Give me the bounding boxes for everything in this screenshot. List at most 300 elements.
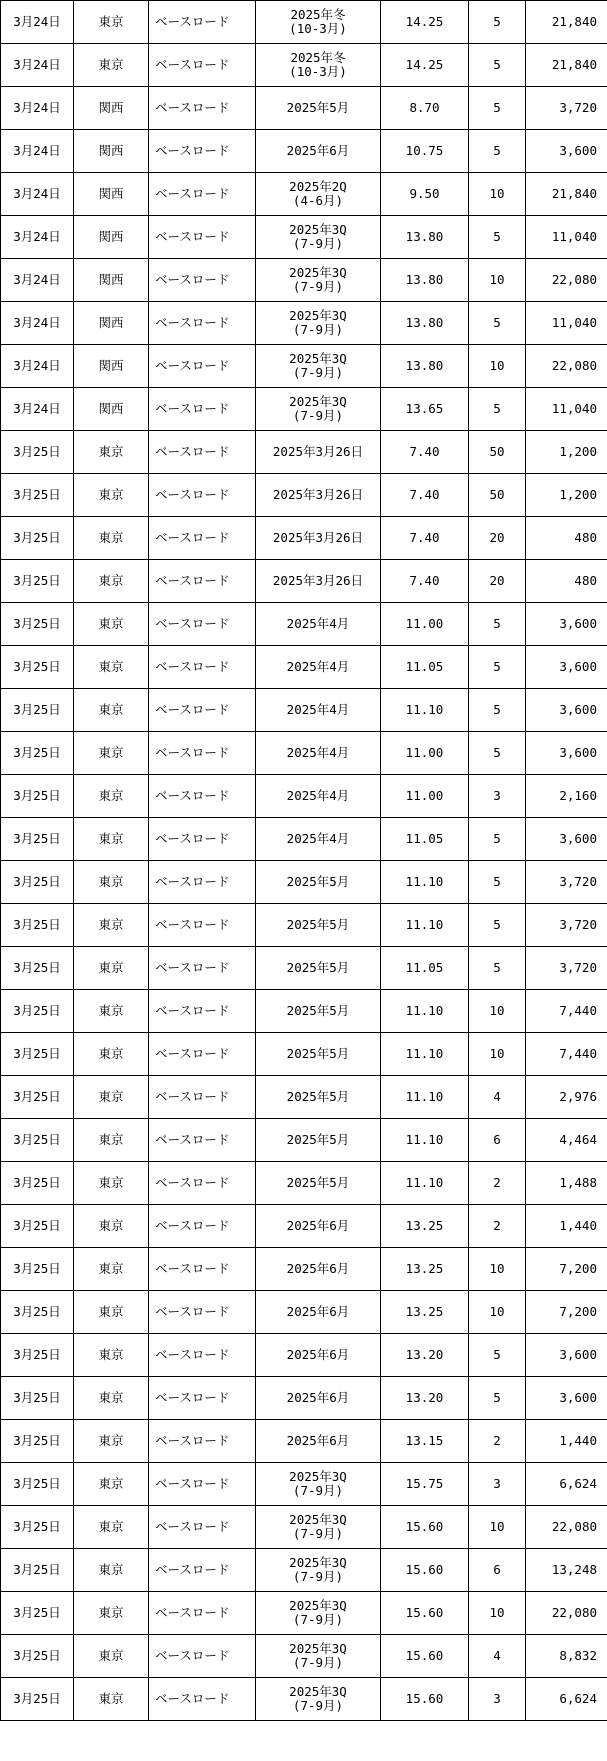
- cell-price: 9.50: [381, 173, 469, 216]
- period-line: 2025年6月: [286, 1261, 350, 1276]
- period-line: 2025年4月: [286, 659, 350, 674]
- period-line: 2025年3月26日: [272, 487, 364, 502]
- cell-product-type: ベースロード: [149, 947, 256, 990]
- cell-trade-date: 3月25日: [1, 1291, 74, 1334]
- cell-product-type: ベースロード: [149, 732, 256, 775]
- cell-quantity: 20: [469, 517, 526, 560]
- cell-delivery-period: [256, 474, 381, 517]
- cell-volume: 13,248: [526, 1549, 607, 1592]
- cell-quantity: 20: [469, 560, 526, 603]
- cell-product-type: ベースロード: [149, 1635, 256, 1678]
- period-line: 2025年6月: [286, 1347, 350, 1362]
- cell-trade-date: 3月25日: [1, 1119, 74, 1162]
- cell-price: 11.10: [381, 1033, 469, 1076]
- cell-trade-date: 3月24日: [1, 173, 74, 216]
- period-line: (10-3月): [289, 21, 347, 36]
- cell-product-type: ベースロード: [149, 87, 256, 130]
- period-line: 2025年6月: [286, 1390, 350, 1405]
- table-row: [1, 1076, 607, 1119]
- cell-product-type: ベースロード: [149, 259, 256, 302]
- period-line: (7-9月): [292, 1698, 344, 1713]
- cell-area: 関西: [74, 259, 149, 302]
- cell-volume: 8,832: [526, 1635, 607, 1678]
- period-line: 2025年4月: [286, 831, 350, 846]
- cell-price: 7.40: [381, 560, 469, 603]
- cell-quantity: 10: [469, 1506, 526, 1549]
- period-line: 2025年3Q: [289, 1684, 347, 1699]
- cell-price: 13.80: [381, 259, 469, 302]
- table-row: [1, 1205, 607, 1248]
- period-line: 2025年3Q: [289, 265, 347, 280]
- cell-trade-date: 3月25日: [1, 818, 74, 861]
- cell-delivery-period: [256, 1678, 381, 1721]
- cell-area: 東京: [74, 1076, 149, 1119]
- cell-delivery-period: [256, 259, 381, 302]
- table-row: [1, 517, 607, 560]
- cell-area: 東京: [74, 1334, 149, 1377]
- cell-price: 8.70: [381, 87, 469, 130]
- table-row: [1, 1420, 607, 1463]
- cell-delivery-period: [256, 1291, 381, 1334]
- cell-trade-date: 3月25日: [1, 1506, 74, 1549]
- table-row: [1, 689, 607, 732]
- cell-volume: 1,488: [526, 1162, 607, 1205]
- cell-trade-date: 3月25日: [1, 431, 74, 474]
- cell-area: 東京: [74, 861, 149, 904]
- period-line: (7-9月): [292, 236, 344, 251]
- cell-volume: 11,040: [526, 302, 607, 345]
- cell-area: 東京: [74, 1248, 149, 1291]
- period-line: 2025年4月: [286, 702, 350, 717]
- table-row: [1, 345, 607, 388]
- period-line: 2025年冬: [290, 7, 346, 22]
- cell-trade-date: 3月25日: [1, 1463, 74, 1506]
- table-row: [1, 818, 607, 861]
- cell-product-type: ベースロード: [149, 1463, 256, 1506]
- cell-volume: 2,976: [526, 1076, 607, 1119]
- table-row: [1, 87, 607, 130]
- cell-product-type: ベースロード: [149, 216, 256, 259]
- cell-delivery-period: [256, 1549, 381, 1592]
- cell-product-type: ベースロード: [149, 1678, 256, 1721]
- table-row: [1, 1033, 607, 1076]
- cell-delivery-period: [256, 1463, 381, 1506]
- cell-quantity: 10: [469, 990, 526, 1033]
- cell-volume: 22,080: [526, 1506, 607, 1549]
- period-line: 2025年6月: [286, 1433, 350, 1448]
- cell-price: 14.25: [381, 1, 469, 44]
- cell-price: 13.25: [381, 1291, 469, 1334]
- cell-delivery-period: [256, 689, 381, 732]
- cell-volume: 22,080: [526, 1592, 607, 1635]
- cell-volume: 1,200: [526, 431, 607, 474]
- cell-product-type: ベースロード: [149, 775, 256, 818]
- cell-area: 関西: [74, 388, 149, 431]
- cell-product-type: ベースロード: [149, 646, 256, 689]
- cell-product-type: ベースロード: [149, 1506, 256, 1549]
- cell-area: 東京: [74, 990, 149, 1033]
- cell-volume: 1,440: [526, 1420, 607, 1463]
- table-row: [1, 1248, 607, 1291]
- cell-volume: 7,440: [526, 1033, 607, 1076]
- cell-product-type: ベースロード: [149, 1076, 256, 1119]
- table-row: [1, 990, 607, 1033]
- cell-quantity: 2: [469, 1205, 526, 1248]
- cell-volume: 480: [526, 517, 607, 560]
- cell-delivery-period: [256, 1506, 381, 1549]
- cell-area: 東京: [74, 1420, 149, 1463]
- cell-area: 東京: [74, 1592, 149, 1635]
- cell-price: 13.20: [381, 1377, 469, 1420]
- cell-price: 15.60: [381, 1549, 469, 1592]
- cell-area: 東京: [74, 732, 149, 775]
- cell-trade-date: 3月25日: [1, 732, 74, 775]
- cell-price: 13.15: [381, 1420, 469, 1463]
- cell-trade-date: 3月25日: [1, 1248, 74, 1291]
- cell-quantity: 5: [469, 646, 526, 689]
- cell-trade-date: 3月25日: [1, 474, 74, 517]
- cell-product-type: ベースロード: [149, 1, 256, 44]
- cell-area: 関西: [74, 130, 149, 173]
- cell-trade-date: 3月25日: [1, 560, 74, 603]
- period-line: 2025年3Q: [289, 351, 347, 366]
- cell-area: 東京: [74, 1463, 149, 1506]
- period-line: 2025年3Q: [289, 394, 347, 409]
- cell-trade-date: 3月25日: [1, 861, 74, 904]
- cell-trade-date: 3月24日: [1, 345, 74, 388]
- period-line: (7-9月): [292, 279, 344, 294]
- cell-volume: 4,464: [526, 1119, 607, 1162]
- cell-delivery-period: [256, 1248, 381, 1291]
- cell-quantity: 5: [469, 87, 526, 130]
- period-line: 2025年5月: [286, 1003, 350, 1018]
- cell-price: 13.80: [381, 302, 469, 345]
- cell-delivery-period: [256, 1119, 381, 1162]
- cell-trade-date: 3月25日: [1, 1033, 74, 1076]
- period-line: 2025年3Q: [289, 1598, 347, 1613]
- cell-price: 13.25: [381, 1205, 469, 1248]
- period-line: 2025年2Q: [289, 179, 347, 194]
- cell-trade-date: 3月25日: [1, 775, 74, 818]
- period-line: 2025年3Q: [289, 1641, 347, 1656]
- period-line: (7-9月): [292, 365, 344, 380]
- cell-area: 東京: [74, 517, 149, 560]
- cell-volume: 3,720: [526, 947, 607, 990]
- cell-volume: 7,440: [526, 990, 607, 1033]
- cell-quantity: 5: [469, 603, 526, 646]
- period-line: 2025年3Q: [289, 308, 347, 323]
- cell-volume: 11,040: [526, 216, 607, 259]
- cell-quantity: 5: [469, 1, 526, 44]
- cell-quantity: 5: [469, 904, 526, 947]
- cell-trade-date: 3月25日: [1, 1635, 74, 1678]
- period-line: 2025年5月: [286, 1046, 350, 1061]
- cell-price: 13.80: [381, 216, 469, 259]
- table-row: [1, 646, 607, 689]
- table-row: [1, 861, 607, 904]
- cell-quantity: 5: [469, 1334, 526, 1377]
- cell-volume: 3,600: [526, 603, 607, 646]
- cell-quantity: 5: [469, 689, 526, 732]
- cell-trade-date: 3月24日: [1, 259, 74, 302]
- cell-area: 東京: [74, 1, 149, 44]
- cell-volume: 21,840: [526, 44, 607, 87]
- cell-quantity: 10: [469, 259, 526, 302]
- table-row: [1, 1, 607, 44]
- cell-trade-date: 3月24日: [1, 44, 74, 87]
- cell-quantity: 5: [469, 947, 526, 990]
- cell-trade-date: 3月25日: [1, 904, 74, 947]
- cell-delivery-period: [256, 345, 381, 388]
- cell-area: 東京: [74, 1678, 149, 1721]
- period-line: (7-9月): [292, 1612, 344, 1627]
- cell-delivery-period: [256, 1076, 381, 1119]
- cell-product-type: ベースロード: [149, 1033, 256, 1076]
- cell-product-type: ベースロード: [149, 861, 256, 904]
- cell-price: 15.75: [381, 1463, 469, 1506]
- table-row: [1, 904, 607, 947]
- cell-product-type: ベースロード: [149, 1248, 256, 1291]
- cell-trade-date: 3月24日: [1, 216, 74, 259]
- cell-delivery-period: [256, 173, 381, 216]
- cell-delivery-period: [256, 1592, 381, 1635]
- period-line: (4-6月): [292, 193, 344, 208]
- cell-delivery-period: [256, 775, 381, 818]
- cell-area: 東京: [74, 1033, 149, 1076]
- cell-product-type: ベースロード: [149, 1162, 256, 1205]
- cell-trade-date: 3月25日: [1, 1334, 74, 1377]
- cell-product-type: ベースロード: [149, 560, 256, 603]
- cell-area: 東京: [74, 775, 149, 818]
- cell-volume: 6,624: [526, 1463, 607, 1506]
- period-line: 2025年5月: [286, 1089, 350, 1104]
- table-row: [1, 1463, 607, 1506]
- cell-trade-date: 3月25日: [1, 517, 74, 560]
- cell-volume: 3,600: [526, 646, 607, 689]
- cell-area: 東京: [74, 1291, 149, 1334]
- table-row: [1, 130, 607, 173]
- period-line: 2025年6月: [286, 1304, 350, 1319]
- cell-product-type: ベースロード: [149, 173, 256, 216]
- cell-quantity: 50: [469, 474, 526, 517]
- cell-product-type: ベースロード: [149, 388, 256, 431]
- cell-volume: 480: [526, 560, 607, 603]
- cell-product-type: ベースロード: [149, 1334, 256, 1377]
- cell-price: 15.60: [381, 1635, 469, 1678]
- cell-product-type: ベースロード: [149, 1119, 256, 1162]
- cell-delivery-period: [256, 87, 381, 130]
- period-line: 2025年3Q: [289, 1512, 347, 1527]
- cell-price: 11.05: [381, 646, 469, 689]
- cell-trade-date: 3月25日: [1, 603, 74, 646]
- period-line: 2025年3月26日: [272, 530, 364, 545]
- period-line: 2025年3Q: [289, 1469, 347, 1484]
- cell-product-type: ベースロード: [149, 1592, 256, 1635]
- cell-area: 東京: [74, 1635, 149, 1678]
- cell-quantity: 5: [469, 44, 526, 87]
- cell-trade-date: 3月25日: [1, 1377, 74, 1420]
- cell-quantity: 3: [469, 1678, 526, 1721]
- period-line: 2025年5月: [286, 100, 350, 115]
- period-line: 2025年5月: [286, 1132, 350, 1147]
- cell-volume: 22,080: [526, 345, 607, 388]
- cell-delivery-period: [256, 732, 381, 775]
- cell-trade-date: 3月25日: [1, 990, 74, 1033]
- cell-volume: 3,600: [526, 1377, 607, 1420]
- cell-price: 10.75: [381, 130, 469, 173]
- table-row: [1, 947, 607, 990]
- cell-volume: 3,720: [526, 87, 607, 130]
- cell-product-type: ベースロード: [149, 431, 256, 474]
- cell-volume: 21,840: [526, 1, 607, 44]
- period-line: 2025年3月26日: [272, 444, 364, 459]
- period-line: 2025年4月: [286, 788, 350, 803]
- cell-product-type: ベースロード: [149, 904, 256, 947]
- cell-price: 11.10: [381, 990, 469, 1033]
- period-line: 2025年3Q: [289, 1555, 347, 1570]
- cell-volume: 3,720: [526, 904, 607, 947]
- table-row: [1, 1119, 607, 1162]
- table-row: [1, 216, 607, 259]
- period-line: 2025年5月: [286, 1175, 350, 1190]
- cell-price: 11.10: [381, 1162, 469, 1205]
- table-row: [1, 1377, 607, 1420]
- cell-area: 関西: [74, 216, 149, 259]
- cell-trade-date: 3月25日: [1, 947, 74, 990]
- cell-area: 東京: [74, 689, 149, 732]
- cell-area: 東京: [74, 646, 149, 689]
- period-line: 2025年3Q: [289, 222, 347, 237]
- cell-trade-date: 3月24日: [1, 388, 74, 431]
- cell-product-type: ベースロード: [149, 302, 256, 345]
- cell-quantity: 50: [469, 431, 526, 474]
- period-line: 2025年冬: [290, 50, 346, 65]
- cell-delivery-period: [256, 388, 381, 431]
- cell-quantity: 4: [469, 1076, 526, 1119]
- cell-product-type: ベースロード: [149, 130, 256, 173]
- table-row: [1, 44, 607, 87]
- cell-product-type: ベースロード: [149, 1549, 256, 1592]
- cell-volume: 3,600: [526, 818, 607, 861]
- cell-delivery-period: [256, 646, 381, 689]
- cell-delivery-period: [256, 1205, 381, 1248]
- table-row: [1, 1506, 607, 1549]
- period-line: 2025年5月: [286, 917, 350, 932]
- table-row: [1, 1334, 607, 1377]
- cell-price: 13.20: [381, 1334, 469, 1377]
- cell-trade-date: 3月25日: [1, 1162, 74, 1205]
- cell-price: 11.00: [381, 603, 469, 646]
- cell-delivery-period: [256, 1334, 381, 1377]
- cell-area: 東京: [74, 1162, 149, 1205]
- cell-quantity: 10: [469, 345, 526, 388]
- cell-area: 東京: [74, 474, 149, 517]
- cell-trade-date: 3月25日: [1, 646, 74, 689]
- cell-trade-date: 3月25日: [1, 1592, 74, 1635]
- cell-price: 7.40: [381, 517, 469, 560]
- cell-price: 13.80: [381, 345, 469, 388]
- cell-price: 11.10: [381, 904, 469, 947]
- cell-quantity: 3: [469, 1463, 526, 1506]
- cell-quantity: 2: [469, 1420, 526, 1463]
- cell-delivery-period: [256, 560, 381, 603]
- table-row: [1, 1678, 607, 1721]
- table-row: [1, 259, 607, 302]
- cell-volume: 3,600: [526, 732, 607, 775]
- period-line: 2025年4月: [286, 616, 350, 631]
- cell-area: 東京: [74, 1506, 149, 1549]
- cell-delivery-period: [256, 603, 381, 646]
- table-row: [1, 1549, 607, 1592]
- cell-volume: 7,200: [526, 1291, 607, 1334]
- cell-product-type: ベースロード: [149, 517, 256, 560]
- cell-price: 13.25: [381, 1248, 469, 1291]
- cell-area: 関西: [74, 173, 149, 216]
- cell-volume: 11,040: [526, 388, 607, 431]
- cell-quantity: 10: [469, 1248, 526, 1291]
- cell-quantity: 4: [469, 1635, 526, 1678]
- cell-trade-date: 3月25日: [1, 1549, 74, 1592]
- cell-price: 7.40: [381, 474, 469, 517]
- period-line: (7-9月): [292, 408, 344, 423]
- period-line: 2025年6月: [286, 143, 350, 158]
- cell-product-type: ベースロード: [149, 603, 256, 646]
- cell-product-type: ベースロード: [149, 44, 256, 87]
- cell-delivery-period: [256, 1, 381, 44]
- cell-delivery-period: [256, 1377, 381, 1420]
- cell-quantity: 5: [469, 818, 526, 861]
- cell-area: 東京: [74, 904, 149, 947]
- cell-delivery-period: [256, 431, 381, 474]
- cell-trade-date: 3月24日: [1, 302, 74, 345]
- period-line: 2025年6月: [286, 1218, 350, 1233]
- cell-delivery-period: [256, 302, 381, 345]
- cell-price: 15.60: [381, 1592, 469, 1635]
- cell-quantity: 5: [469, 732, 526, 775]
- trade-table-body: [1, 1, 607, 1721]
- cell-price: 11.00: [381, 732, 469, 775]
- cell-price: 15.60: [381, 1506, 469, 1549]
- cell-volume: 21,840: [526, 173, 607, 216]
- cell-trade-date: 3月25日: [1, 1678, 74, 1721]
- table-row: [1, 1291, 607, 1334]
- cell-product-type: ベースロード: [149, 1291, 256, 1334]
- cell-quantity: 5: [469, 388, 526, 431]
- cell-volume: 7,200: [526, 1248, 607, 1291]
- cell-area: 東京: [74, 431, 149, 474]
- table-row: [1, 431, 607, 474]
- cell-trade-date: 3月25日: [1, 689, 74, 732]
- cell-area: 東京: [74, 947, 149, 990]
- cell-price: 11.10: [381, 689, 469, 732]
- cell-area: 関西: [74, 345, 149, 388]
- period-line: (7-9月): [292, 1655, 344, 1670]
- cell-quantity: 6: [469, 1549, 526, 1592]
- cell-quantity: 10: [469, 1592, 526, 1635]
- cell-price: 14.25: [381, 44, 469, 87]
- cell-product-type: ベースロード: [149, 1420, 256, 1463]
- cell-quantity: 5: [469, 130, 526, 173]
- cell-area: 東京: [74, 560, 149, 603]
- cell-quantity: 5: [469, 216, 526, 259]
- cell-price: 13.65: [381, 388, 469, 431]
- cell-trade-date: 3月24日: [1, 87, 74, 130]
- cell-trade-date: 3月25日: [1, 1076, 74, 1119]
- cell-product-type: ベースロード: [149, 990, 256, 1033]
- cell-trade-date: 3月24日: [1, 1, 74, 44]
- cell-product-type: ベースロード: [149, 1377, 256, 1420]
- table-row: [1, 1592, 607, 1635]
